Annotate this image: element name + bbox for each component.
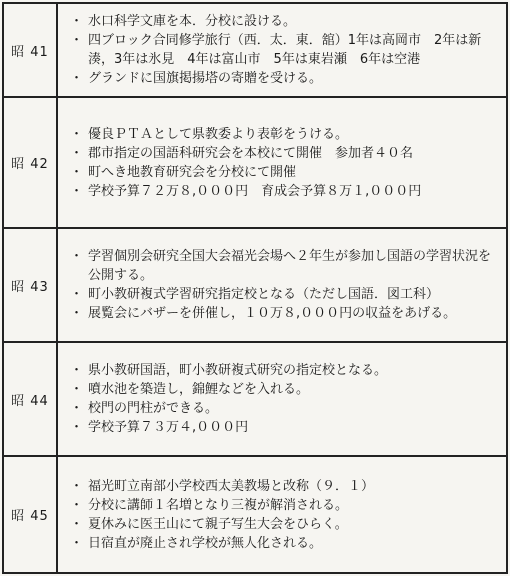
table-row — [3, 456, 507, 573]
event-item: ・ 夏休みに医王山にて親子写生大会をひらく。 — [70, 515, 500, 534]
event-item: ・ グランドに国旗掲揚塔の寄贈を受ける。 — [70, 69, 500, 88]
event-item: ・ 噴水池を築造し，錦鯉などを入れる。 — [70, 380, 500, 399]
events-cell — [57, 342, 507, 456]
event-item: ・ 町小教研複式学習研究指定校となる（ただし国語．図工科） — [70, 285, 500, 304]
events-cell — [57, 456, 507, 573]
events-cell — [57, 228, 507, 342]
year-cell: 昭 45 — [3, 456, 57, 573]
history-table — [2, 2, 508, 574]
event-item: ・ 町へき地教育研究会を分校にて開催 — [70, 163, 500, 182]
event-item: ・ 福光町立南部小学校西太美教場と改称（９．１） — [70, 477, 500, 496]
year-cell: 昭 42 — [3, 97, 57, 228]
events-cell — [57, 97, 507, 228]
table-row — [3, 342, 507, 456]
event-item: ・ 四ブロック合同修学旅行（西．太．東．舘）1年は高岡市 2年は新湊，3年は氷見 4年は富山市 5年は東岩瀬 6年は空港 — [70, 31, 500, 69]
table-row — [3, 3, 507, 97]
event-item: ・ 分校に講師１名増となり三複が解消される。 — [70, 496, 500, 515]
event-item: ・ 学習個別会研究全国大会福光会場へ２年生が参加し国語の学習状況を公開する。 — [70, 247, 500, 285]
table-row — [3, 228, 507, 342]
event-item: ・ 展覧会にバザーを併催し，１０万８,０００円の収益をあげる。 — [70, 304, 500, 323]
year-cell: 昭 44 — [3, 342, 57, 456]
year-cell: 昭 43 — [3, 228, 57, 342]
year-cell: 昭 41 — [3, 3, 57, 97]
event-item: ・ 水口科学文庫を本．分校に設ける。 — [70, 12, 500, 31]
event-item: ・ 校門の門柱ができる。 — [70, 399, 500, 418]
event-item: ・ 郡市指定の国語科研究会を本校にて開催 参加者４０名 — [70, 144, 500, 163]
table-row — [3, 97, 507, 228]
event-item: ・ 日宿直が廃止され学校が無人化される。 — [70, 534, 500, 553]
event-item: ・ 優良ＰＴＡとして県教委より表彰をうける。 — [70, 125, 500, 144]
event-item: ・ 学校予算７２万８,０００円 育成会予算８万１,０００円 — [70, 182, 500, 201]
event-item: ・ 県小教研国語，町小教研複式研究の指定校となる。 — [70, 361, 500, 380]
events-cell — [57, 3, 507, 97]
event-item: ・ 学校予算７３万４,０００円 — [70, 418, 500, 437]
